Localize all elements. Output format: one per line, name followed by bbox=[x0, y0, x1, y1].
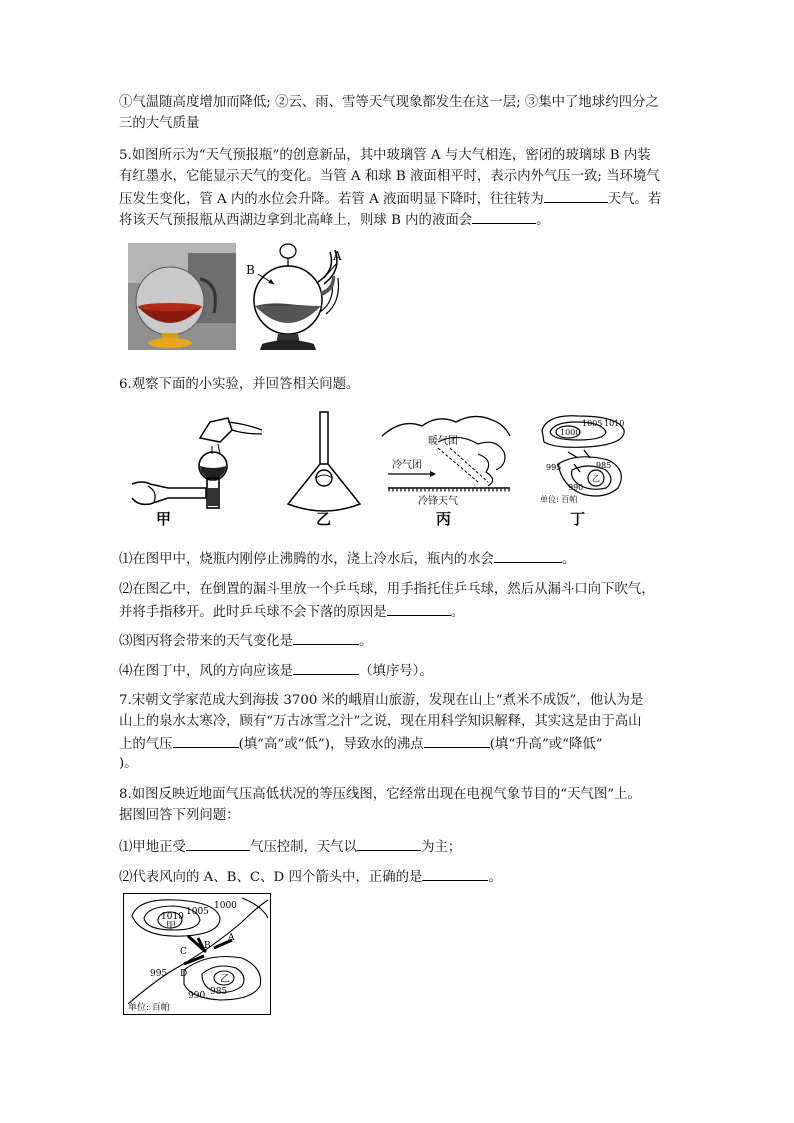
q8-sub2-end: 。 bbox=[488, 870, 502, 885]
q6-sub2-end: 。 bbox=[450, 605, 465, 620]
q6-blank-1[interactable] bbox=[494, 550, 562, 563]
q5-text-4a: 将该天气预报瓶从西湖边拿到北高峰上，则球 B 内的液面会 bbox=[119, 213, 473, 228]
q8-sub2 bbox=[119, 868, 502, 886]
q6-sub2-text: 并将手指移开。此时乒乓球不会下落的原因是 bbox=[119, 605, 387, 620]
q7-text-3b: (填“高”或“低”)，导致水的沸点 bbox=[238, 737, 424, 752]
q8-line-2: 据图回答下列问题： bbox=[119, 808, 240, 823]
q6-sub4 bbox=[119, 662, 433, 680]
fig-label-ding: 丁 bbox=[570, 510, 586, 528]
figure-bing-cold-front bbox=[378, 408, 514, 530]
q7-line-2: 山上的泉水太寒冷，顾有“万古冰雪之汁”之说，现在用科学知识解释，其实这是由于高山 bbox=[119, 714, 642, 729]
bing-label-warm: 暖气团 bbox=[428, 436, 458, 447]
q5-label-a: A bbox=[333, 249, 342, 263]
q8-sub1-text-b: 气压控制，天气以 bbox=[249, 840, 358, 855]
figure-jia-flask bbox=[128, 408, 270, 530]
q5-line-4 bbox=[119, 211, 550, 229]
map-jia: 甲 bbox=[166, 921, 176, 932]
q8-sub1 bbox=[119, 838, 461, 856]
q7-text-3c: (填“升高”或“降低” bbox=[489, 737, 603, 752]
map-label-a: A bbox=[228, 933, 235, 943]
map-unit: 单位: 百帕 bbox=[128, 1003, 170, 1013]
map-p1010: 1010 bbox=[161, 912, 184, 922]
figure-ding-isobar bbox=[528, 408, 634, 530]
map-p1000: 1000 bbox=[214, 901, 237, 911]
q6-sub3-text: ⑶图丙将会带来的天气变化是 bbox=[119, 634, 294, 649]
map-p1005: 1005 bbox=[186, 907, 209, 917]
map-yi: 乙 bbox=[220, 974, 230, 985]
q8-sub1-text-a: ⑴甲地正受 bbox=[119, 840, 186, 855]
q7-text-3a: 上的气压 bbox=[119, 737, 173, 752]
q6-blank-4[interactable] bbox=[293, 662, 359, 675]
map-p995: 995 bbox=[150, 969, 168, 979]
weather-bottle-diagram bbox=[240, 240, 350, 355]
q7-line-4: )。 bbox=[119, 756, 138, 771]
weather-bottle-photo bbox=[128, 243, 236, 350]
q5-blank-weather[interactable] bbox=[544, 190, 608, 203]
q8-sub2-text: ⑵代表风向的 A、B、C、D 四个箭头中，正确的是 bbox=[119, 870, 423, 885]
map-label-c: C bbox=[180, 947, 187, 957]
q6-sub1 bbox=[119, 550, 575, 568]
q8-blank-arrow[interactable] bbox=[422, 868, 488, 881]
q7-line-3 bbox=[119, 735, 603, 753]
q8-sub1-text-c: 为主； bbox=[421, 840, 462, 855]
q7-line-1: 7.宋朝文学家范成大到海拔 3700 米的峨眉山旅游，发现在山上“煮米不成饭”，他认为是 bbox=[119, 693, 644, 708]
q5-text-4b: 。 bbox=[536, 213, 550, 228]
ding-yi: 乙 bbox=[592, 474, 600, 483]
q6-sub2-line1: ⑵在图乙中，在倒置的漏斗里放一个乒乓球，用手指托住乒乓球，然后从漏斗口向下吹气， bbox=[119, 582, 655, 597]
map-p990: 990 bbox=[188, 991, 206, 1001]
isobar-map bbox=[123, 893, 271, 1015]
ding-p990: 990 bbox=[568, 483, 584, 492]
prev-section-line-2: 三的大气质量 bbox=[119, 116, 200, 131]
q8-line-1: 8.如图反映近地面气压高低状况的等压线图，它经常出现在电视气象节目的“天气图”上。 bbox=[119, 787, 641, 802]
q6-sub3-end: 。 bbox=[359, 634, 373, 649]
bing-label-front: 冷锋天气 bbox=[418, 496, 458, 507]
q5-text-3a: 压发生变化，管 A 内的水位会升降。若管 A 液面明显下降时，往往转为 bbox=[119, 192, 544, 207]
q5-line-2: 有红墨水，它能显示天气的变化。当管 A 和球 B 液面相平时，表示内外气压一致; 当环境气 bbox=[119, 169, 660, 184]
map-p985: 985 bbox=[210, 987, 228, 997]
q6-sub3 bbox=[119, 632, 372, 650]
ding-p1005: 1005 bbox=[582, 419, 603, 428]
fig-label-bing: 丙 bbox=[436, 510, 452, 528]
q6-blank-3[interactable] bbox=[293, 632, 359, 645]
q8-blank-weather[interactable] bbox=[357, 838, 421, 851]
bing-label-cold: 冷气团 bbox=[392, 460, 422, 471]
fig-label-jia: 甲 bbox=[156, 510, 172, 528]
ding-p985: 985 bbox=[596, 461, 612, 470]
map-label-b: B bbox=[204, 941, 211, 951]
q5-blank-level[interactable] bbox=[472, 211, 536, 224]
ding-p1000: 1000 bbox=[560, 428, 581, 437]
ding-p995: 995 bbox=[546, 463, 562, 472]
q6-title: 6.观察下面的小实验，并回答相关问题。 bbox=[119, 377, 360, 392]
q7-blank-boiling[interactable] bbox=[424, 735, 490, 748]
figure-yi-funnel bbox=[280, 408, 372, 530]
q5-line-1: 5.如图所示为“天气预报瓶”的创意新品，其中玻璃管 A 与大气相连，密闭的玻璃球 B 内装 bbox=[119, 148, 651, 163]
q6-blank-2[interactable] bbox=[387, 603, 451, 616]
q7-blank-pressure[interactable] bbox=[173, 735, 239, 748]
q6-sub4-end: （填序号）。 bbox=[359, 664, 433, 679]
ding-p1010: 1010 bbox=[604, 419, 625, 428]
q5-text-3b: 天气。若 bbox=[607, 192, 662, 207]
q6-sub2-line2 bbox=[119, 603, 464, 621]
q6-sub4-text: ⑷在图丁中，风的方向应该是 bbox=[119, 664, 294, 679]
q5-line-3 bbox=[119, 190, 661, 208]
ding-unit: 单位: 百帕 bbox=[540, 495, 578, 504]
prev-section-line-1: ①气温随高度增加而降低; ②云、雨、雪等天气现象都发生在这一层; ③集中了地球约四分之 bbox=[119, 95, 659, 110]
q5-label-b: B bbox=[246, 263, 255, 277]
q6-sub1-text: ⑴在图甲中，烧瓶内刚停止沸腾的水，浇上冷水后，瓶内的水会 bbox=[119, 552, 494, 567]
q6-sub1-end: 。 bbox=[561, 552, 576, 567]
map-label-d: D bbox=[180, 969, 188, 979]
q8-blank-pressure[interactable] bbox=[186, 838, 250, 851]
fig-label-yi: 乙 bbox=[316, 510, 332, 528]
